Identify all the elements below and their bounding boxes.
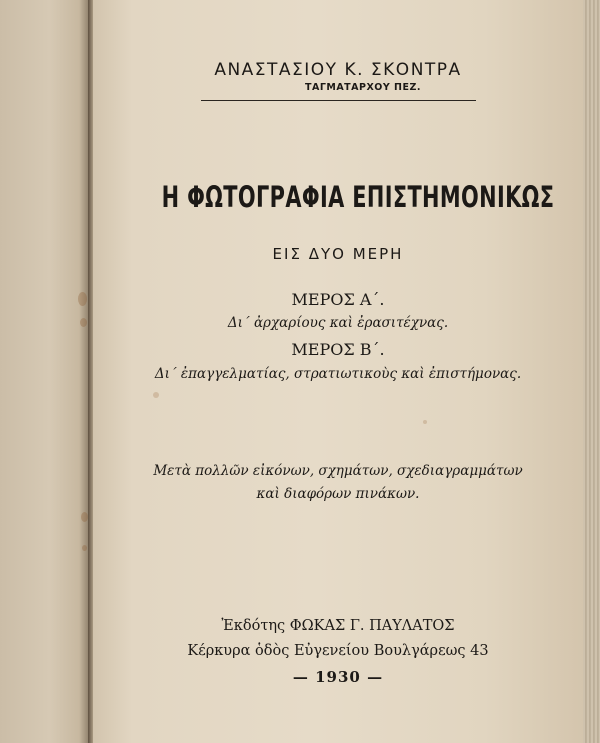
stain <box>80 318 87 327</box>
publisher-address: Κέρκυρα ὁδὸς Εὐγενείου Βουλγάρεως 43 <box>187 643 489 659</box>
divider-rule <box>201 100 476 101</box>
book-title: Η ΦΩΤΟΓΡΑΦΙΑ ΕΠΙΣΤΗΜΟΝΙΚΩΣ <box>161 180 555 214</box>
page-edges <box>583 0 600 743</box>
title-page <box>93 0 583 743</box>
illustrations-note-line-1: Μετὰ πολλῶν εἰκόνων, σχημάτων, σχεδιαγραμμάτων <box>153 463 523 479</box>
book-subtitle: ΕΙΣ ΔΥΟ ΜΕΡΗ <box>272 245 404 263</box>
publication-year: — 1930 — <box>292 668 384 686</box>
part-a-description: Δι΄ ἀρχαρίους καὶ ἐρασιτέχνας. <box>227 315 449 331</box>
stain <box>82 545 87 551</box>
part-b-heading: ΜΕΡΟΣ Β΄. <box>291 340 385 359</box>
stain <box>153 392 159 398</box>
left-page <box>0 0 90 743</box>
part-a-heading: ΜΕΡΟΣ Α΄. <box>291 290 385 309</box>
stain <box>423 420 427 424</box>
author-rank: ΤΑΓΜΑΤΑΡΧΟΥ ΠΕΖ. <box>304 82 421 93</box>
publisher-line: Ἐκδότης ΦΩΚΑΣ Γ. ΠΑΥΛΑΤΟΣ <box>221 618 455 634</box>
part-b-description: Δι΄ ἐπαγγελματίας, στρατιωτικοὺς καὶ ἐπιστήμονας. <box>154 366 522 382</box>
stain <box>78 292 87 306</box>
author-name: ΑΝΑΣΤΑΣΙΟΥ Κ. ΣΚΟΝΤΡΑ <box>214 60 462 80</box>
illustrations-note-line-2: καὶ διαφόρων πινάκων. <box>256 486 420 502</box>
stain <box>81 512 88 522</box>
